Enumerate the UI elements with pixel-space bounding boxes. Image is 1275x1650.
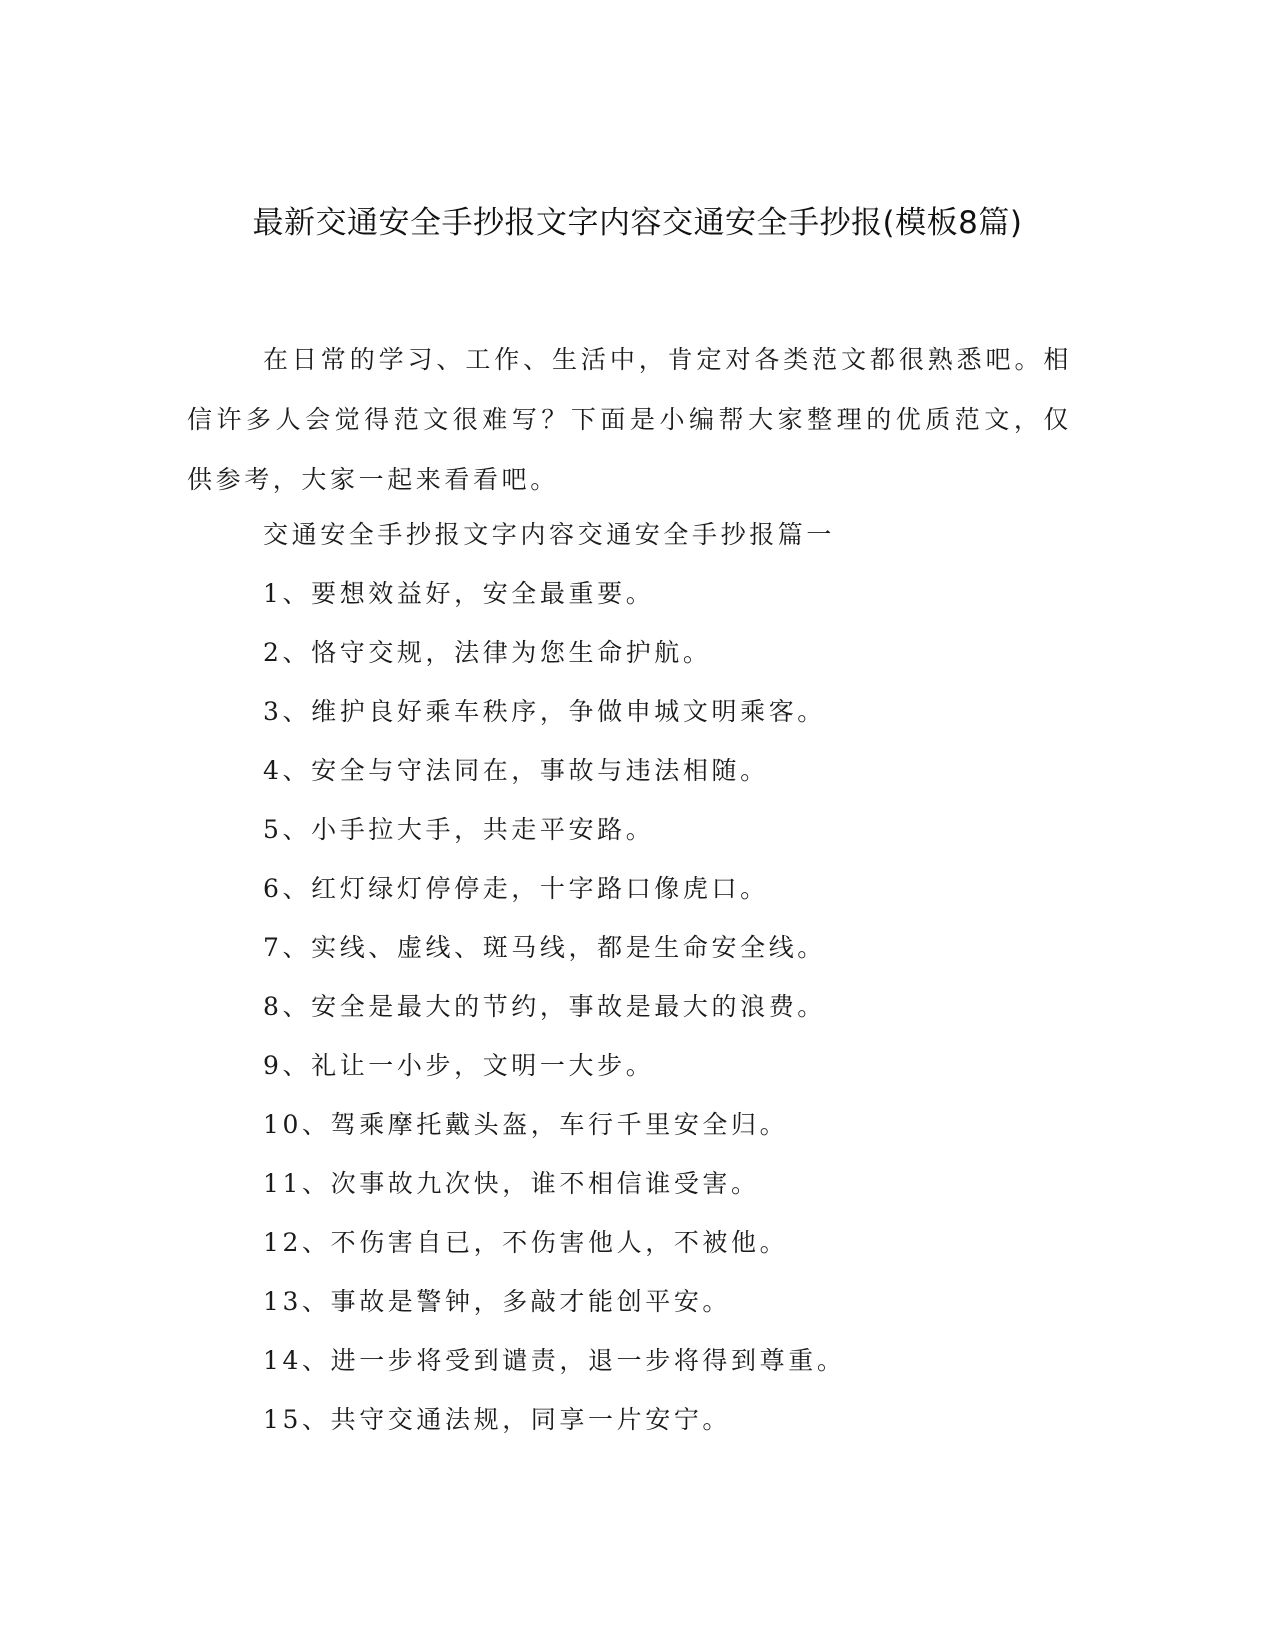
intro-paragraph: 在日常的学习、工作、生活中，肯定对各类范文都很熟悉吧。相信许多人会觉得范文很难写？下面是小编帮大家整理的优质范文，仅供参考，大家一起来看看吧。 <box>187 345 1072 494</box>
list-item: 5、小手拉大手，共走平安路。 <box>263 815 655 844</box>
content-list <box>263 505 1063 1449</box>
list-item: 6、红灯绿灯停停走，十字路口像虎口。 <box>263 874 769 903</box>
section-heading: 交通安全手抄报文字内容交通安全手抄报篇一 <box>263 520 836 549</box>
document-title: 最新交通安全手抄报文字内容交通安全手抄报(模板8篇) <box>252 205 1023 241</box>
list-item: 3、维护良好乘车秩序，争做申城文明乘客。 <box>263 697 826 726</box>
list-item: 8、安全是最大的节约，事故是最大的浪费。 <box>263 992 826 1021</box>
list-item: 12、不伤害自已，不伤害他人，不被他。 <box>263 1228 789 1257</box>
list-item: 14、进一步将受到谴责，退一步将得到尊重。 <box>263 1346 846 1375</box>
list-item: 4、安全与守法同在，事故与违法相随。 <box>263 756 769 785</box>
list-item: 1、要想效益好，安全最重要。 <box>263 579 655 608</box>
list-item: 13、事故是警钟，多敲才能创平安。 <box>263 1287 732 1316</box>
list-item: 7、实线、虚线、斑马线，都是生命安全线。 <box>263 933 826 962</box>
list-item: 2、恪守交规，法律为您生命护航。 <box>263 638 712 667</box>
list-item: 11、次事故九次快，谁不相信谁受害。 <box>263 1169 760 1198</box>
list-item: 10、驾乘摩托戴头盔，车行千里安全归。 <box>263 1110 789 1139</box>
list-item: 9、礼让一小步，文明一大步。 <box>263 1051 655 1080</box>
list-item: 15、共守交通法规，同享一片安宁。 <box>263 1405 732 1434</box>
